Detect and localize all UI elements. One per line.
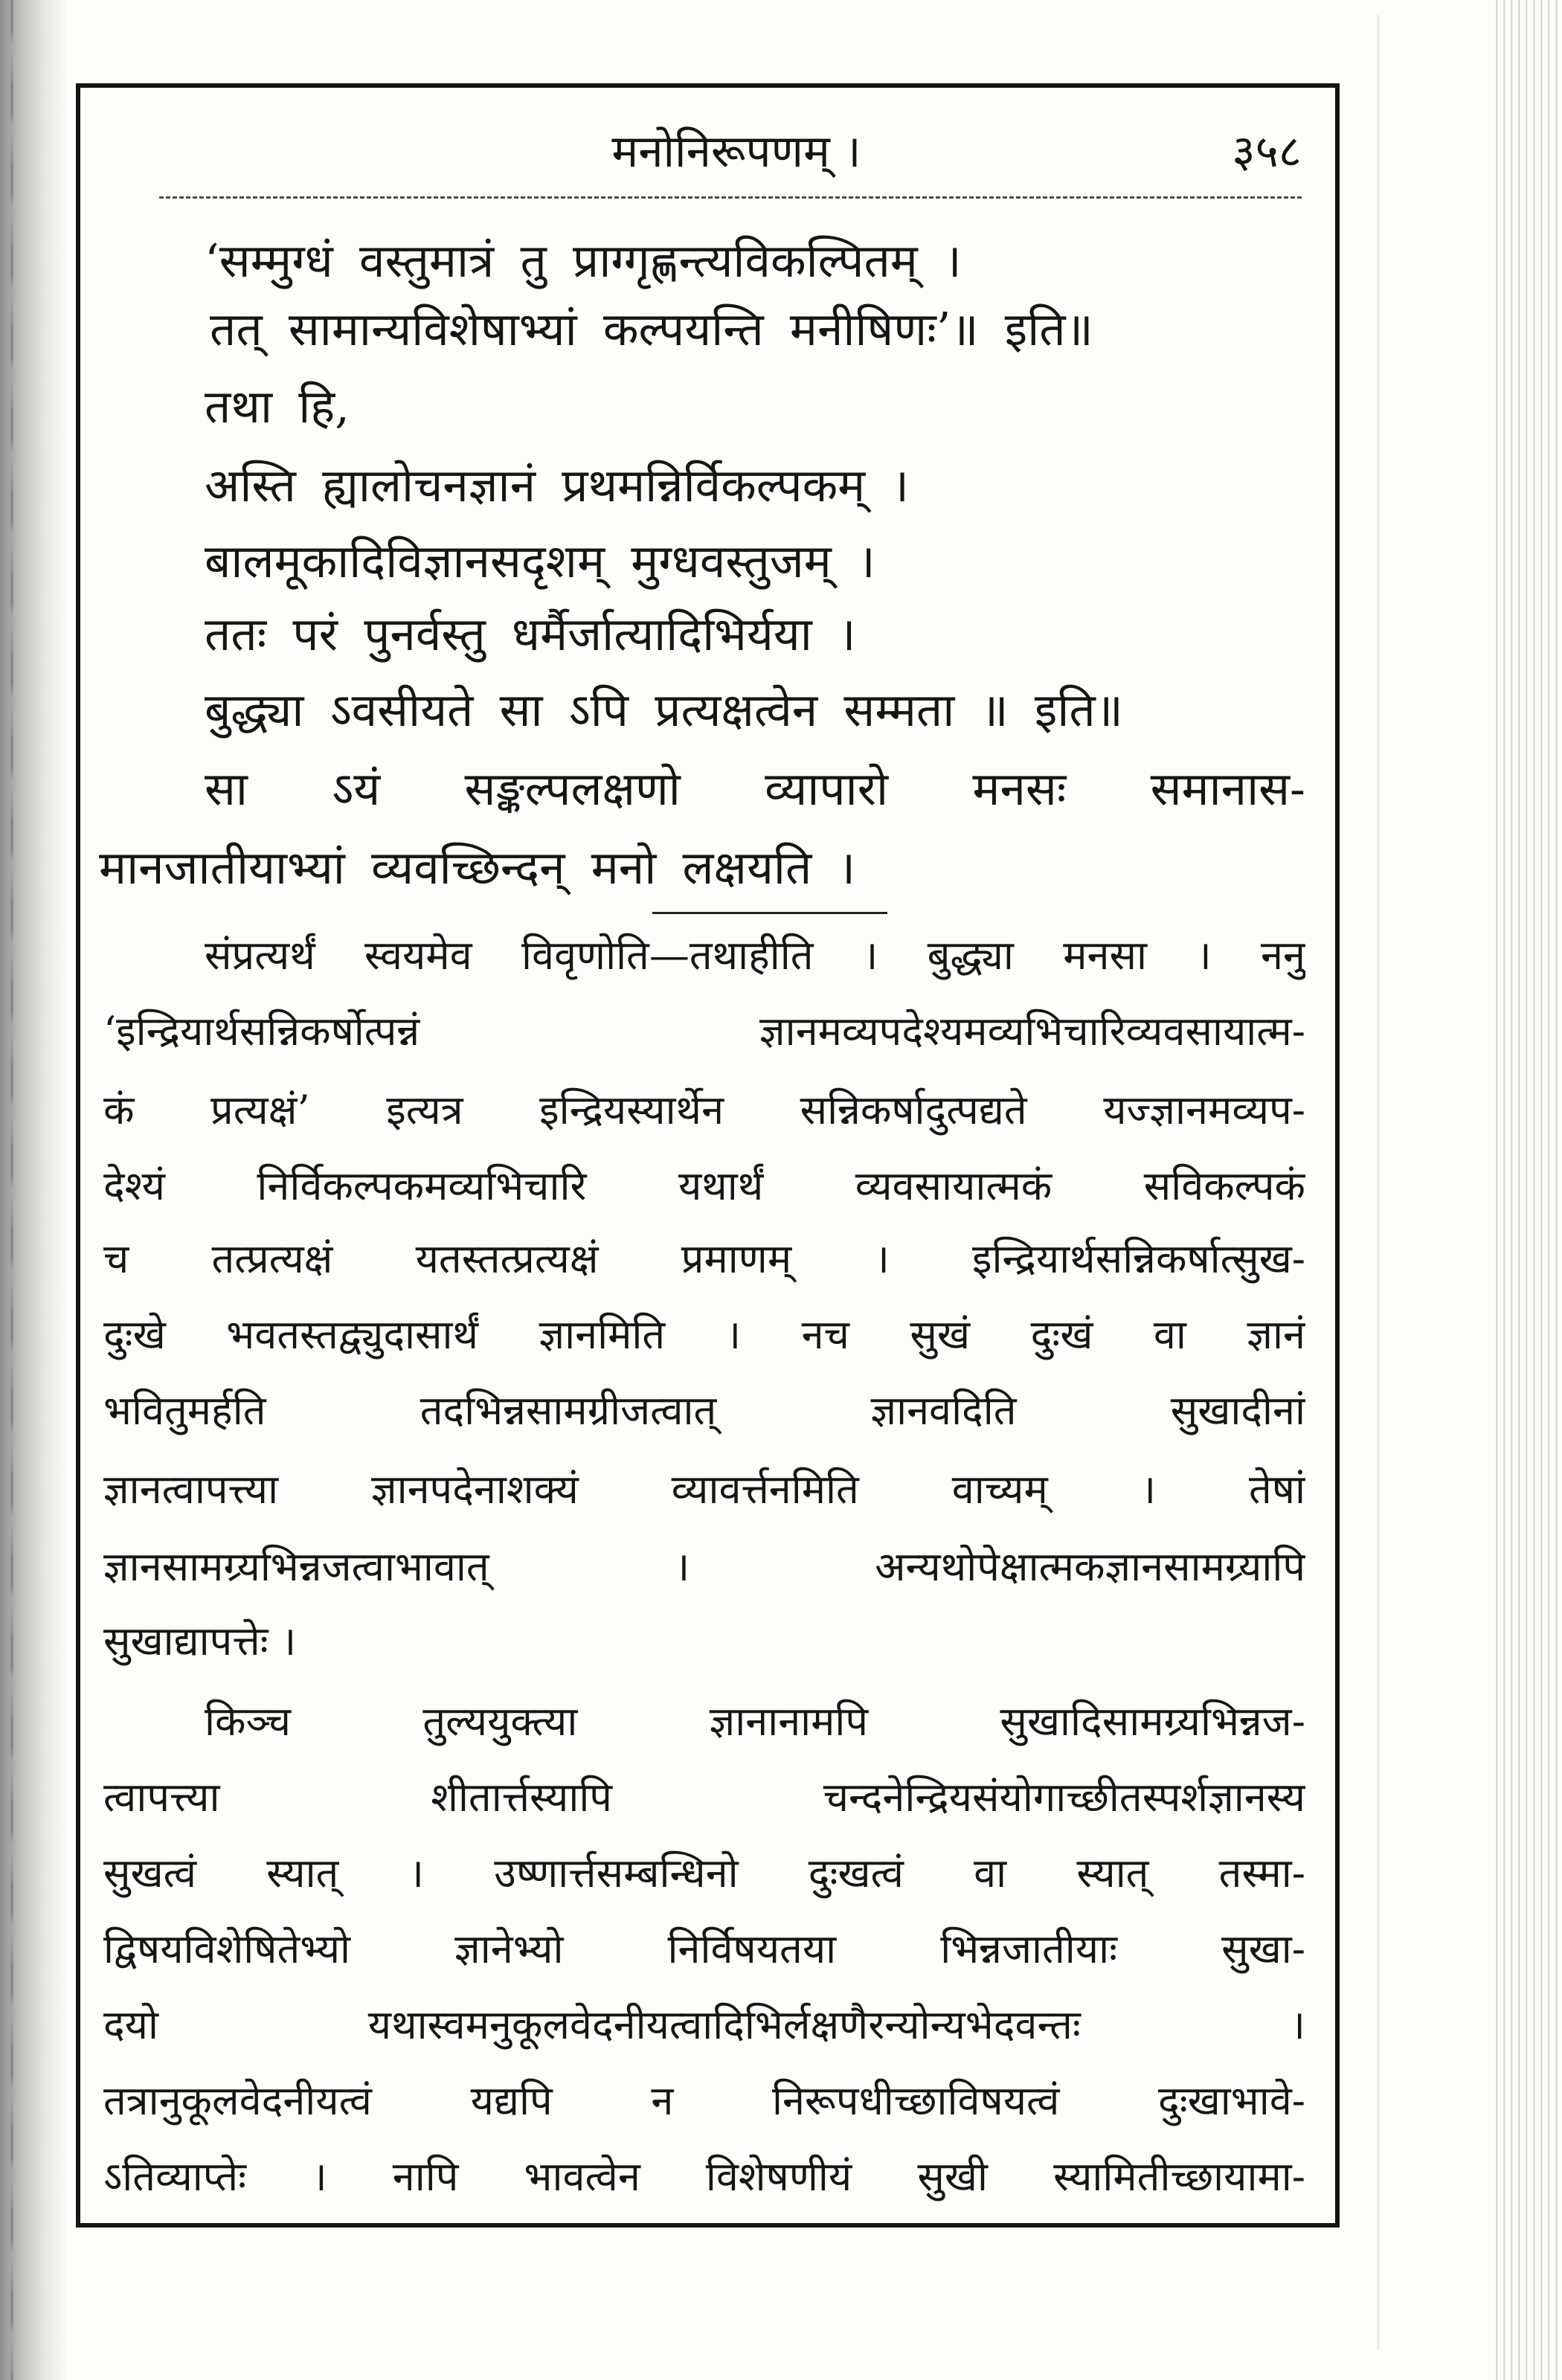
commentary-line: त्वापत्त्या शीतार्त्तस्यापि चन्दनेन्द्रियसंयोगाच्छीतस्पर्शज्ञानस्य: [103, 1774, 1305, 1821]
verse-line: तथा हि,: [205, 379, 350, 434]
verse-line: बालमूकादिविज्ञानसदृशम् मुग्धवस्तुजम् ।: [205, 534, 875, 588]
commentary-line: देश्यं निर्विकल्पकमव्यभिचारि यथार्थं व्यवसायात्मकं सविकल्पकं: [103, 1162, 1305, 1209]
commentary-line: दयो यथास्वमनुकूलवेदनीयत्वादिभिर्लक्षणैरन्योन्यभेदवन्तः ।: [103, 2001, 1305, 2048]
commentary-line: भवितुमर्हति तदभिन्नसामग्रीजत्वात् ज्ञानवदिति सुखादीनां: [103, 1387, 1305, 1434]
commentary-line: ज्ञानत्वापत्त्या ज्ञानपदेनाशक्यं व्यावर्त्तनमिति वाच्यम् । तेषां: [103, 1466, 1305, 1513]
commentary-line: द्विषयविशेषितेभ्यो ज्ञानेभ्यो निर्विषयतया भिन्नजातीयाः सुखा-: [103, 1926, 1305, 1972]
scan-edge-line-right: [1378, 15, 1379, 2350]
header-rule: [159, 196, 1302, 199]
commentary-line: सुखाद्यापत्तेः ।: [103, 1618, 297, 1665]
commentary-line: ‘इन्द्रियार्थसन्निकर्षोत्पन्नं ज्ञानमव्यपदेश्यमव्यभिचारिव्यवसायात्म-: [103, 1008, 1305, 1055]
verse-line: मानजातीयाभ्यां व्यवच्छिन्दन् मनो लक्षयति ।: [99, 840, 856, 895]
commentary-line: सुखत्वं स्यात् । उष्णार्त्तसम्बन्धिनो दुःखत्वं वा स्यात् तस्मा-: [103, 1850, 1305, 1897]
commentary-line: च तत्प्रत्यक्षं यतस्तत्प्रत्यक्षं प्रमाणम् । इन्द्रियार्थसन्निकर्षात्सुख-: [103, 1235, 1305, 1282]
verse-line: ततः परं पुनर्वस्तु धर्मैर्जात्यादिभिर्यया ।: [205, 607, 856, 661]
verse-line: सा ऽयं सङ्कल्पलक्षणो व्यापारो मनसः समानास-: [205, 762, 1305, 816]
verse-line: बुद्ध्या ऽवसीयते सा ऽपि प्रत्यक्षत्वेन सम्मता ॥ इति॥: [205, 683, 1123, 737]
section-rule: [652, 912, 887, 914]
commentary-line: ज्ञानसामग्र्यभिन्नजत्वाभावात् । अन्यथोपेक्षात्मकज्ञानसामग्र्यापि: [103, 1543, 1305, 1590]
page-number: ३५८: [1232, 126, 1302, 178]
commentary-line: दुःखे भवतस्तद्व्युदासार्थं ज्ञानमिति । नच सुखं दुःखं वा ज्ञानं: [103, 1311, 1305, 1358]
adjacent-page-edges: [1491, 0, 1562, 2380]
running-head: मनोनिरूपणम् ।: [611, 126, 861, 178]
commentary-line: तत्रानुकूलवेदनीयत्वं यद्यपि न निरूपधीच्छाविषयत्वं दुःखाभावे-: [103, 2077, 1305, 2124]
commentary-line: किञ्च तुल्ययुक्त्या ज्ञानानामपि सुखादिसामग्र्यभिन्नज-: [205, 1698, 1305, 1745]
scan-streak-left: [10, 0, 13, 2380]
commentary-line: ऽतिव्याप्तेः । नापि भावत्वेन विशेषणीयं सुखी स्यामितीच्छायामा-: [103, 2153, 1305, 2200]
commentary-line: संप्रत्यर्थं स्वयमेव विवृणोति—तथाहीति । बुद्ध्या मनसा । ननु: [205, 932, 1305, 979]
verse-line: अस्ति ह्यालोचनज्ञानं प्रथमन्निर्विकल्पकम् ।: [205, 458, 909, 512]
commentary-line: कं प्रत्यक्षं’ इत्यत्र इन्द्रियस्यार्थेन सन्निकर्षादुत्पद्यते यज्ज्ञानमव्यप-: [103, 1087, 1305, 1133]
verse-line: तत् सामान्यविशेषाभ्यां कल्पयन्ति मनीषिणः’॥ इति॥: [210, 302, 1093, 356]
verse-line: ‘सम्मुग्धं वस्तुमात्रं तु प्राग्गृह्णन्त्यविकल्पितम् ।: [205, 234, 962, 288]
